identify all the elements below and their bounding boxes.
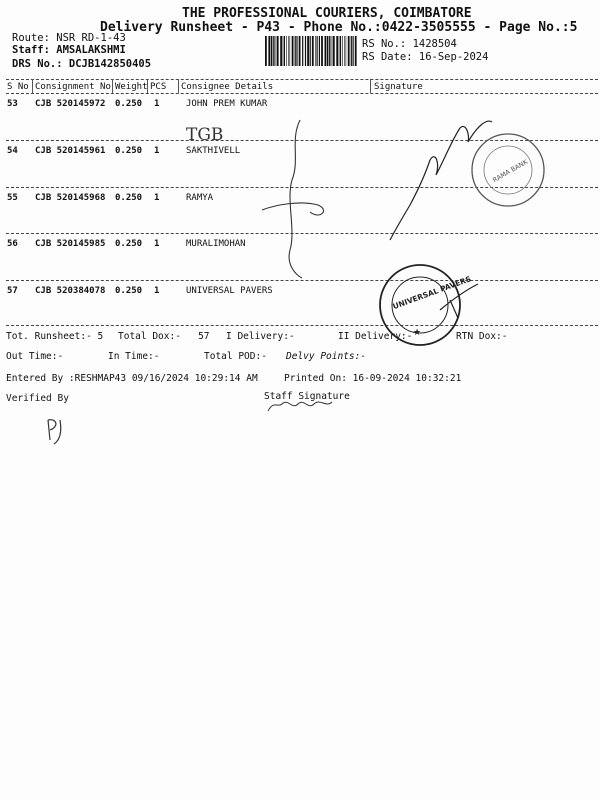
col-header-sno: S No: [7, 82, 29, 92]
row-pcs: 1: [154, 239, 160, 249]
printed-on: Printed On: 16-09-2024 10:32:21: [284, 373, 462, 384]
row-pcs: 1: [154, 286, 160, 296]
company-title: THE PROFESSIONAL COURIERS, COIMBATORE: [182, 6, 472, 21]
row-weight: 0.250: [115, 99, 143, 109]
row-sno: 54: [7, 146, 18, 156]
ii-delivery: II Delivery:-: [338, 331, 413, 342]
recipient-signature: [390, 121, 492, 240]
row-pcs: 1: [154, 146, 160, 156]
handwritten-bracket: [289, 120, 302, 278]
row-sno: 57: [7, 286, 18, 296]
handwritten-mark: [262, 203, 323, 215]
rtn-dox: RTN Dox:-: [456, 331, 508, 342]
handwritten-note: TGB: [186, 125, 224, 145]
verifier-initials: [48, 420, 61, 444]
col-header-pcs: PCS: [150, 82, 167, 92]
in-time: In Time:-: [108, 351, 160, 362]
out-time: Out Time:-: [6, 351, 64, 362]
row-weight: 0.250: [115, 193, 143, 203]
verified-by: Verified By: [6, 393, 69, 404]
row-pcs: 1: [154, 193, 160, 203]
row-consignment: CJB 520145972: [35, 99, 106, 109]
route-label: Route: NSR RD-1-43: [12, 32, 126, 44]
row-sno: 56: [7, 239, 18, 249]
col-header-consignee: Consignee Details: [181, 82, 274, 92]
entered-by: Entered By :RESHMAP43 09/16/2024 10:29:14 AM: [6, 373, 258, 384]
row-weight: 0.250: [115, 239, 143, 249]
row-consignee: JOHN PREM KUMAR: [186, 99, 268, 109]
row-weight: 0.250: [115, 146, 143, 156]
total-runsheet: Tot. Runsheet:- 5: [6, 331, 104, 342]
row-consignee: RAMYA: [186, 193, 214, 203]
row-consignment: CJB 520145968: [35, 193, 106, 203]
pavers-stamp: [380, 265, 472, 345]
row-weight: 0.250: [115, 286, 143, 296]
pavers-stamp-text: UNIVERSAL PAVERS: [391, 274, 473, 312]
row-pcs: 1: [154, 99, 160, 109]
rs-date: RS Date: 16-Sep-2024: [362, 51, 489, 63]
rs-number: RS No.: 1428504: [362, 38, 457, 50]
col-header-consignment: Consignment No: [35, 82, 111, 92]
total-dox: Total Dox:- 57: [118, 331, 210, 342]
row-sno: 53: [7, 99, 18, 109]
runsheet-heading: Delivery Runsheet - P43 - Phone No.:0422-3505555 - Page No.:5: [100, 20, 578, 35]
bank-stamp-text: RAMA BANK: [491, 157, 530, 185]
row-consignee: MURALIMOHAN: [186, 239, 246, 249]
bank-stamp: [472, 134, 544, 206]
i-delivery: I Delivery:-: [226, 331, 295, 342]
svg-text:★: ★: [413, 328, 422, 338]
staff-signature-scribble: [268, 402, 332, 411]
staff-label: Staff: AMSALAKSHMI: [12, 44, 126, 56]
row-consignee: SAKTHIVELL: [186, 146, 241, 156]
staff-signature-label: Staff Signature: [264, 391, 350, 402]
row-sno: 55: [7, 193, 18, 203]
col-header-signature: Signature: [374, 82, 423, 92]
col-header-weight: Weight: [115, 82, 148, 92]
row-consignee: UNIVERSAL PAVERS: [186, 286, 273, 296]
row-consignment: CJB 520384078: [35, 286, 106, 296]
row-consignment: CJB 520145985: [35, 239, 106, 249]
total-pod: Total POD:-: [204, 351, 267, 362]
delvy-points: Delvy Points:-: [286, 351, 367, 362]
row-consignment: CJB 520145961: [35, 146, 106, 156]
drs-number: DRS No.: DCJB142850405: [12, 58, 152, 70]
